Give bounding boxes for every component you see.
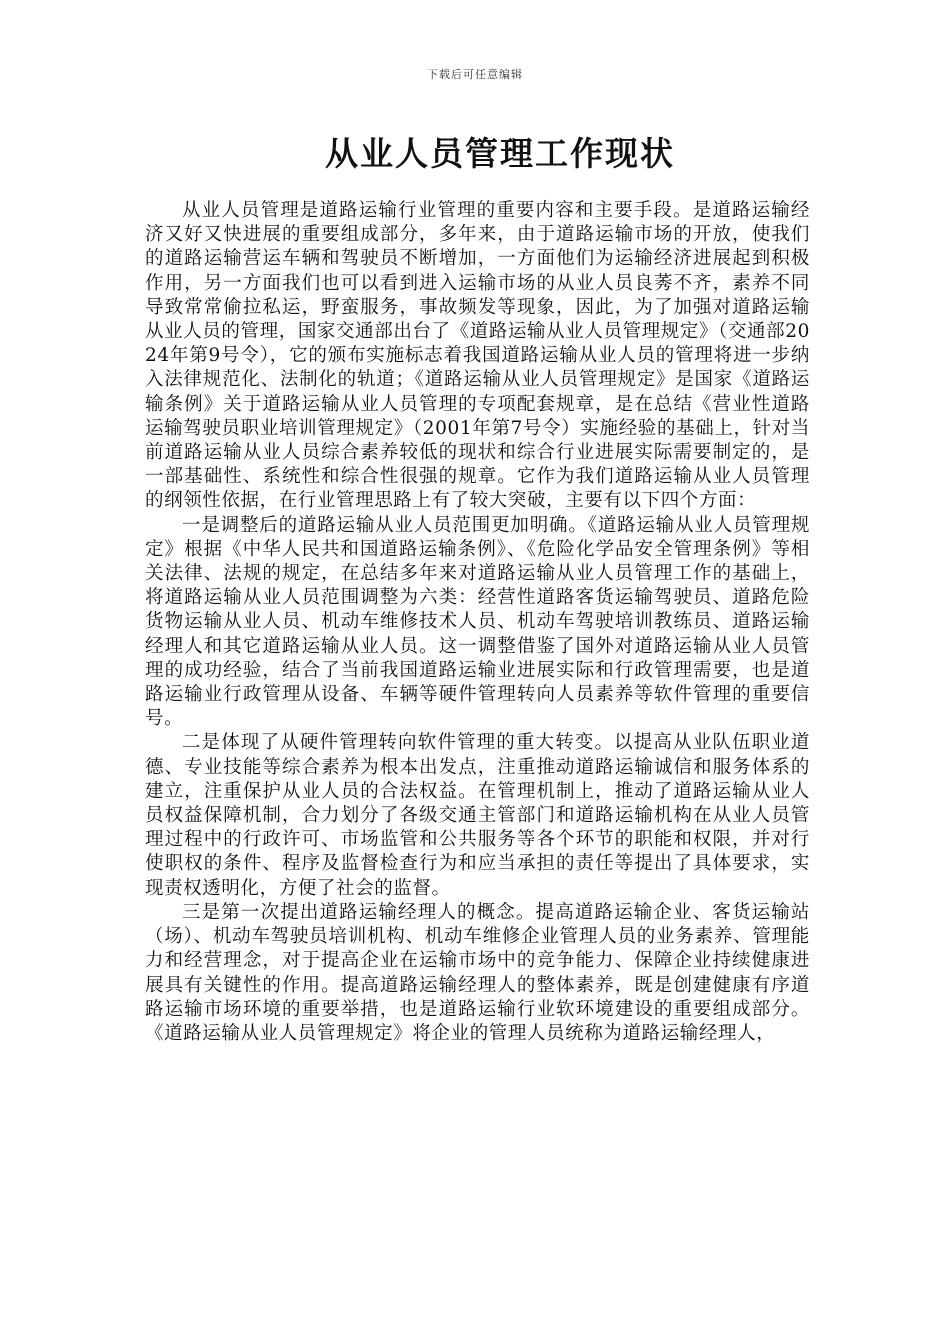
paragraph-point-1: 一是调整后的道路运输从业人员范围更加明确。《道路运输从业人员管理规定》根据《中华人民共和国道路运输条例》、《危险化学品安全管理条例》等相关法律、法规的规定，在总结多年来对道路运输从业人员管理工作的基础上，将道路运输从业人员范围调整为六类：经营性道路客货运输驾驶员、道路危险货物运输从业人员、机动车维修技术人员、机动车驾驶培训教练员、道路运输经理人和其它道路运输从业人员。这一调整借鉴了国外对道路运输从业人员管理的成功经验，结合了当前我国道路运输业进展实际和行政管理需要，也是道路运输业行政管理从设备、车辆等硬件管理转向人员素养等软件管理的重要信号。 [145,514,810,730]
paragraph-point-3: 三是第一次提出道路运输经理人的概念。提高道路运输企业、客货运输站（场）、机动车驾驶员培训机构、机动车维修企业管理人员的业务素养、管理能力和经营理念，对于提高企业在运输市场中的竞争能力、保障企业持续健康进展具有关键性的作用。提高道路运输经理人的整体素养，既是创建健康有序道路运输市场环境的重要举措，也是道路运输行业软环境建设的重要组成部分。《道路运输从业人员管理规定》将企业的管理人员统称为道路运输经理人， [145,901,810,1044]
document-body [145,199,810,1046]
page-header-note: 下载后可任意编辑 [427,68,523,81]
document-title: 从业人员管理工作现状 [325,134,675,173]
paragraph-intro: 从业人员管理是道路运输行业管理的重要内容和主要手段。是道路运输经济又好又快进展的重要组成部分，多年来，由于道路运输市场的开放，使我们的道路运输营运车辆和驾驶员不断增加，一方面他们为运输经济进展起到积极作用，另一方面我们也可以看到进入运输市场的从业人员良莠不齐，素养不同导致常常偷拉私运，野蛮服务，事故频发等现象，因此，为了加强对道路运输从业人员的管理，国家交通部出台了《道路运输从业人员管理规定》（交通部2024年第9号令），它的颁布实施标志着我国道路运输从业人员的管理将进一步纳入法律规范化、法制化的轨道；《道路运输从业人员管理规定》是国家《道路运输条例》关于道路运输从业人员管理的专项配套规章，是在总结《营业性道路运输驾驶员职业培训管理规定》（2001年第7号令）实施经验的基础上，针对当前道路运输从业人员综合素养较低的现状和综合行业进展实际需要制定的，是一部基础性、系统性和综合性很强的规章。它作为我们道路运输从业人员管理的纲领性依据，在行业管理思路上有了较大突破，主要有以下四个方面： [145,200,810,512]
paragraph-point-2: 二是体现了从硬件管理转向软件管理的重大转变。以提高从业队伍职业道德、专业技能等综合素养为根本出发点，注重推动道路运输诚信和服务体系的建立，注重保护从业人员的合法权益。在管理机制上，推动了道路运输从业人员权益保障机制，合力划分了各级交通主管部门和道路运输机构在从业人员管理过程中的行政许可、市场监管和公共服务等各个环节的职能和权限，并对行使职权的条件、程序及监督检查行为和应当承担的责任等提出了具体要求，实现责权透明化，方便了社会的监督。 [145,732,810,899]
